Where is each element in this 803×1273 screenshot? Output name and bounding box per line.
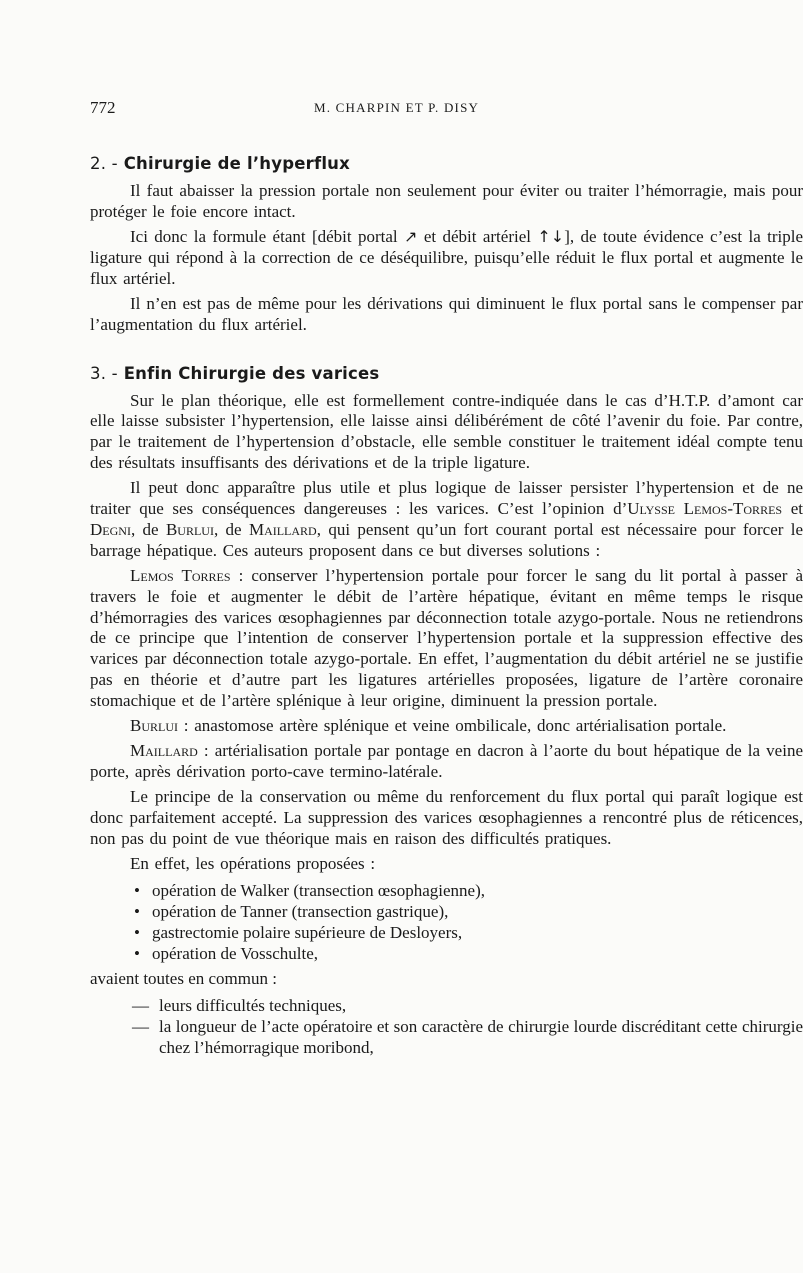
section-2-paragraph-1: Il faut abaisser la pression portale non seulement pour éviter ou traiter l’hémorragie, mais pour protéger le foie encore intact. bbox=[90, 181, 803, 221]
list-item: — la longueur de l’acte opératoire et son caractère de chirurgie lourde discréditant cette chirurgie chez l’hémorragique moribond, bbox=[90, 1017, 803, 1059]
list-item: • opération de Walker (transection œsophagienne), bbox=[90, 881, 803, 902]
section-3-paragraph-lemos-torres: Lemos Torres : conserver l’hypertension portale pour forcer le sang du lit portal à passer à travers le foie et augmenter le débit de l’artère hépatique, évitant en même temps le risque d’hémorragies des varices œsophagiennes par déconnection totale azygo-portale. Nous ne retiendrons de ce principe que l’intention de conserver l’hypertension portale et la suppression effective des varices par déconnection totale azygo-portale. En effet, l’augmentation du débit artériel ne se justifie pas en théorie et d’autre part les ligatures artérielles proposées, ligature de l’artère coronaire stomachique et de l’artère splénique à leur origine, diminuent la pression portale. bbox=[90, 565, 803, 710]
section-3-heading bbox=[90, 363, 803, 385]
running-head bbox=[90, 98, 803, 124]
list-item: • opération de Vosschulte, bbox=[90, 944, 803, 965]
section-3-paragraph-6: Le principe de la conservation ou même du renforcement du flux portal qui paraît logique est donc parfaitement accepté. La suppression des varices œsophagiennes a rencontré plus de réticences, non pas du point de vue théorique mais en raison des difficultés pratiques. bbox=[90, 787, 803, 849]
author-name: Burlui bbox=[130, 716, 179, 736]
section-3-paragraph-2: Il peut donc apparaître plus utile et plus logique de laisser persister l’hypertension et de ne traiter que ses conséquences dangereuses : les varices. C’est l’opinion d’Ulysse Lemos-Torres et Degni, de Burlui, de Maillard, qui pensent qu’un fort courant portal est nécessaire pour forcer le barrage hépatique. Ces auteurs proposent dans ce but diverses solutions : bbox=[90, 478, 803, 560]
up-down-arrows-icon: ↑↓ bbox=[537, 227, 565, 247]
author-name: Maillard bbox=[248, 519, 317, 539]
list-item: — leurs difficultés techniques, bbox=[90, 996, 803, 1017]
author-name: Degni bbox=[90, 519, 131, 539]
section-2-paragraph-2: Ici donc la formule étant [débit portal ↗ et débit artériel ↑↓], de toute évidence c’est la triple ligature qui répond à la correction de ce déséquilibre, puisqu’elle réduit le flux portal et augmente le flux artériel. bbox=[90, 227, 803, 288]
rising-arrow-icon: ↗ bbox=[404, 227, 418, 247]
section-2-heading bbox=[90, 153, 803, 175]
list-item: • opération de Tanner (transection gastrique), bbox=[90, 902, 803, 923]
common-points-list bbox=[90, 996, 803, 1058]
operations-list bbox=[90, 881, 803, 964]
page-number: 772 bbox=[90, 98, 116, 117]
section-3-paragraph-7: En effet, les opérations proposées : bbox=[130, 854, 376, 874]
section-3-paragraph-1: Sur le plan théorique, elle est formellement contre-indiquée dans le cas d’H.T.P. d’amont car elle laisse subsister l’hypertension, elle laisse ainsi délibérément de côté l’avenir du foie. Par contre, par le traitement de l’hypertension d’obstacle, elle semble constituer le traitement idéal compte tenu des résultats insuffisants des dérivations et de la triple ligature. bbox=[90, 390, 803, 472]
author-name: Ulysse Lemos-Torres bbox=[627, 499, 783, 519]
section-2-title: Chirurgie de l’hyperflux bbox=[123, 154, 350, 173]
section-3-title: Enfin Chirurgie des varices bbox=[123, 363, 380, 383]
author-name: Lemos Torres bbox=[130, 565, 231, 585]
author-name: Maillard bbox=[130, 741, 198, 761]
section-3-paragraph-maillard: Maillard : artérialisation portale par pontage en dacron à l’aorte du bout hépatique de la veine porte, après dérivation porto-cave termino-latérale. bbox=[90, 741, 803, 782]
author-name: Burlui bbox=[165, 519, 214, 539]
list-trailing-text: avaient toutes en commun : bbox=[90, 969, 277, 989]
running-title: M. CHARPIN ET P. DISY bbox=[314, 100, 480, 115]
section-2-paragraph-3: Il n’en est pas de même pour les dérivations qui diminuent le flux portal sans le compenser par l’augmentation du flux artériel. bbox=[90, 293, 803, 334]
section-2-number: 2. - bbox=[90, 154, 118, 173]
section-3-number: 3. - bbox=[90, 363, 118, 383]
section-3-paragraph-burlui: Burlui : anastomose artère splénique et veine ombilicale, donc artérialisation portale. bbox=[130, 716, 727, 736]
page bbox=[90, 98, 803, 1058]
list-item: • gastrectomie polaire supérieure de Desloyers, bbox=[90, 923, 803, 944]
